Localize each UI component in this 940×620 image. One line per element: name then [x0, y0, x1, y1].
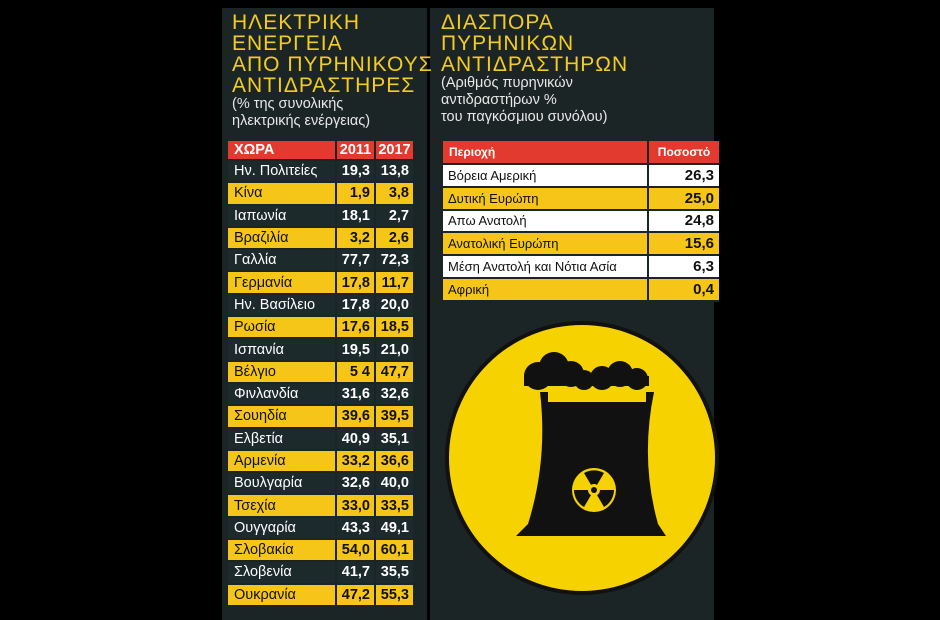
value-2011-cell: 43,3: [336, 517, 375, 539]
right-title: [441, 12, 628, 75]
right-subtitle: [441, 75, 607, 126]
value-2017-cell: 21,0: [375, 338, 413, 360]
value-2011-cell: 19,5: [336, 338, 375, 360]
right-subtitle-line: (Αριθμός πυρηνικών: [441, 75, 573, 91]
value-2011-cell: 33,2: [336, 450, 375, 472]
table-row: [228, 494, 413, 516]
left-title-line: ΗΛΕΚΤΡΙΚΗ: [232, 11, 361, 34]
value-2017-cell: 49,1: [375, 517, 413, 539]
country-cell: Ουγγαρία: [228, 517, 336, 539]
table-row: [443, 255, 719, 278]
percent-cell: 26,3: [648, 164, 719, 187]
table-row: [228, 182, 413, 204]
value-2011-cell: 1,9: [336, 182, 375, 204]
left-title: [232, 12, 433, 96]
region-cell: Απω Ανατολή: [443, 210, 648, 233]
table-row: [228, 338, 413, 360]
value-2017-cell: 2,7: [375, 205, 413, 227]
table-header-row: [443, 141, 719, 164]
table-row: [228, 249, 413, 271]
value-2011-cell: 5 4: [336, 361, 375, 383]
country-cell: Ρωσία: [228, 316, 336, 338]
percent-cell: 24,8: [648, 210, 719, 233]
right-title-line: ΑΝΤΙΔΡΑΣΤΗΡΩΝ: [441, 53, 629, 76]
value-2011-cell: 41,7: [336, 561, 375, 583]
country-cell: Ιαπωνία: [228, 205, 336, 227]
value-2011-cell: 54,0: [336, 539, 375, 561]
value-2017-cell: 33,5: [375, 494, 413, 516]
table-row: [228, 517, 413, 539]
percent-cell: 6,3: [648, 255, 719, 278]
table-row: [228, 584, 413, 606]
value-2017-cell: 11,7: [375, 271, 413, 293]
table-row: [228, 361, 413, 383]
percent-cell: 0,4: [648, 278, 719, 301]
table-row: [228, 428, 413, 450]
value-2017-cell: 72,3: [375, 249, 413, 271]
col-header-2017: 2017: [375, 141, 413, 160]
region-cell: Δυτική Ευρώπη: [443, 187, 648, 210]
value-2011-cell: 3,2: [336, 227, 375, 249]
value-2011-cell: 32,6: [336, 472, 375, 494]
country-cell: Βραζιλία: [228, 227, 336, 249]
value-2011-cell: 17,8: [336, 271, 375, 293]
value-2017-cell: 3,8: [375, 182, 413, 204]
region-cell: Ανατολική Ευρώπη: [443, 232, 648, 255]
country-cell: Βέλγιο: [228, 361, 336, 383]
value-2011-cell: 17,6: [336, 316, 375, 338]
country-cell: Αρμενία: [228, 450, 336, 472]
country-cell: Ισπανία: [228, 338, 336, 360]
value-2017-cell: 2,6: [375, 227, 413, 249]
table-row: [443, 164, 719, 187]
percent-cell: 15,6: [648, 232, 719, 255]
value-2011-cell: 39,6: [336, 405, 375, 427]
right-subtitle-line: αντιδραστήρων %: [441, 92, 557, 108]
country-cell: Ουκρανία: [228, 584, 336, 606]
col-header-percent: Ποσοστό: [648, 141, 719, 164]
right-subtitle-line: του παγκόσμιου συνόλου): [441, 109, 608, 125]
table-row: [228, 450, 413, 472]
left-title-line: ΑΝΤΙΔΡΑΣΤΗΡΕΣ: [232, 74, 416, 97]
value-2017-cell: 35,1: [375, 428, 413, 450]
table-header-row: [228, 141, 413, 160]
country-cell: Σλοβενία: [228, 561, 336, 583]
value-2017-cell: 18,5: [375, 316, 413, 338]
table-row: [228, 271, 413, 293]
col-header-2011: 2011: [336, 141, 375, 160]
value-2017-cell: 32,6: [375, 383, 413, 405]
table-row: [228, 160, 413, 182]
left-subtitle: [232, 96, 370, 130]
value-2011-cell: 18,1: [336, 205, 375, 227]
left-title-line: ΕΝΕΡΓΕΙΑ: [232, 32, 343, 55]
region-cell: Αφρική: [443, 278, 648, 301]
value-2017-cell: 36,6: [375, 450, 413, 472]
left-title-line: ΑΠΟ ΠΥΡΗΝΙΚΟΥΣ: [232, 53, 433, 76]
country-cell: Σουηδία: [228, 405, 336, 427]
region-cell: Μέση Ανατολή και Νότια Ασία: [443, 255, 648, 278]
country-cell: Φινλανδία: [228, 383, 336, 405]
table-row: [228, 316, 413, 338]
nuclear-plant-icon: [444, 320, 720, 596]
table-row: [228, 561, 413, 583]
table-row: [228, 539, 413, 561]
value-2011-cell: 40,9: [336, 428, 375, 450]
table-row: [228, 383, 413, 405]
table-row: [443, 232, 719, 255]
country-cell: Τσεχία: [228, 494, 336, 516]
country-cell: Ελβετία: [228, 428, 336, 450]
right-title-line: ΠΥΡΗΝΙΚΩΝ: [441, 32, 575, 55]
table-row: [443, 278, 719, 301]
percent-cell: 25,0: [648, 187, 719, 210]
value-2017-cell: 39,5: [375, 405, 413, 427]
value-2011-cell: 33,0: [336, 494, 375, 516]
value-2017-cell: 35,5: [375, 561, 413, 583]
value-2011-cell: 77,7: [336, 249, 375, 271]
column-divider: [427, 8, 430, 620]
value-2011-cell: 17,8: [336, 294, 375, 316]
left-subtitle-line: ηλεκτρικής ενέργειας): [232, 113, 371, 129]
table-row: [228, 227, 413, 249]
country-cell: Κίνα: [228, 182, 336, 204]
col-header-country: ΧΩΡΑ: [228, 141, 336, 160]
value-2017-cell: 13,8: [375, 160, 413, 182]
country-cell: Ην. Πολιτείες: [228, 160, 336, 182]
col-header-region: Περιοχή: [443, 141, 648, 164]
value-2017-cell: 20,0: [375, 294, 413, 316]
value-2017-cell: 55,3: [375, 584, 413, 606]
country-cell: Βουλγαρία: [228, 472, 336, 494]
value-2011-cell: 19,3: [336, 160, 375, 182]
table-row: [443, 210, 719, 233]
reactor-distribution-table: [443, 141, 719, 302]
value-2011-cell: 47,2: [336, 584, 375, 606]
table-row: [443, 187, 719, 210]
table-row: [228, 294, 413, 316]
region-cell: Βόρεια Αμερική: [443, 164, 648, 187]
table-row: [228, 205, 413, 227]
country-cell: Σλοβακία: [228, 539, 336, 561]
table-row: [228, 472, 413, 494]
country-cell: Γερμανία: [228, 271, 336, 293]
value-2017-cell: 60,1: [375, 539, 413, 561]
value-2017-cell: 40,0: [375, 472, 413, 494]
country-cell: Ην. Βασίλειο: [228, 294, 336, 316]
value-2017-cell: 47,7: [375, 361, 413, 383]
country-cell: Γαλλία: [228, 249, 336, 271]
left-subtitle-line: (% της συνολικής: [232, 96, 344, 112]
nuclear-share-table: [228, 141, 413, 607]
right-title-line: ΔΙΑΣΠΟΡΑ: [441, 11, 554, 34]
table-row: [228, 405, 413, 427]
value-2011-cell: 31,6: [336, 383, 375, 405]
